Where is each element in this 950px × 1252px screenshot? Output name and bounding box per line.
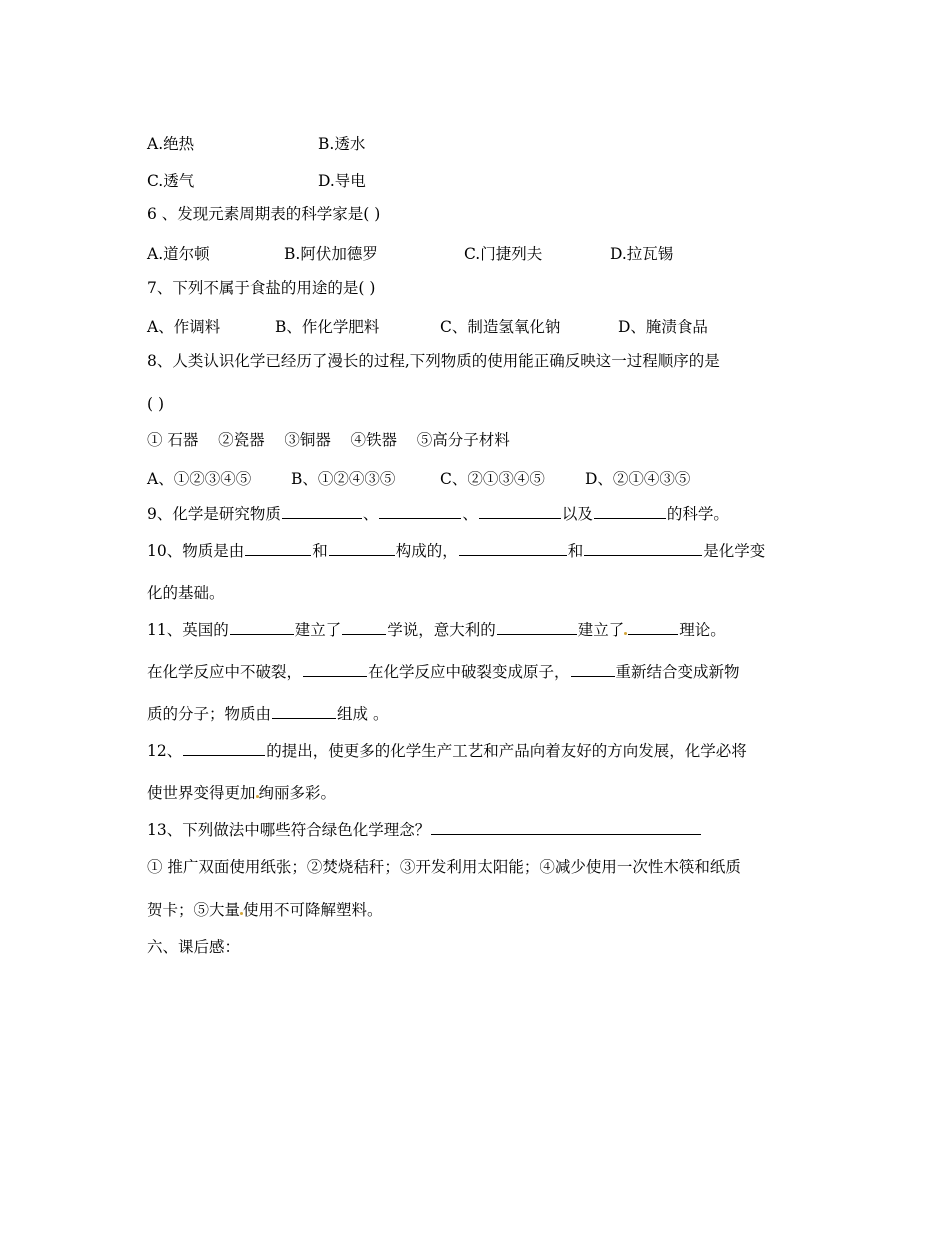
q11-blank-6[interactable] <box>571 662 615 677</box>
q9-text-4: 以及 <box>561 505 593 523</box>
q10-blank-3[interactable] <box>459 541 567 556</box>
q12-text-2: 的提出，使更多的化学生产工艺和产品向着友好的方向发展，化学必将 <box>266 742 747 760</box>
q6-option-b: B.阿伏加德罗 <box>284 245 378 263</box>
section-6-heading: 六、课后感： <box>147 938 241 956</box>
q10-text-5: 是化学变 <box>703 542 766 560</box>
q11-text-9: 质的分子；物质由 <box>147 705 272 723</box>
q11-line-2 <box>147 662 740 682</box>
q6-option-d: D.拉瓦锡 <box>610 245 674 263</box>
q11-blank-2[interactable] <box>342 620 386 635</box>
q12-text-1: 12、 <box>147 742 183 760</box>
q9-text-1: 9、化学是研究物质 <box>147 505 281 523</box>
q7-option-a: A、作调料 <box>147 318 221 336</box>
q13-blank[interactable] <box>431 820 701 835</box>
q11-text-6: 在化学反应中不破裂， <box>147 663 303 681</box>
q10-text-2: 和 <box>312 542 328 560</box>
q9-text-2: 、 <box>362 505 379 523</box>
q8-option-a: A、①②③④⑤ <box>147 470 252 488</box>
q7-option-c: C、制造氢氧化钠 <box>440 318 561 336</box>
q11-text-7: 在化学反应中破裂变成原子， <box>368 663 570 681</box>
q11-text-2: 建立了 <box>294 621 342 639</box>
q9-blank-1[interactable] <box>282 504 362 519</box>
q11-text-4: 建立了 <box>577 621 625 639</box>
q5-option-c: C.透气 <box>147 172 195 190</box>
q6-option-a: A.道尔顿 <box>147 245 210 263</box>
q11-blank-1[interactable] <box>230 620 294 635</box>
q11-line-1 <box>147 620 726 640</box>
q11-blank-3[interactable] <box>497 620 577 635</box>
q11-blank-5[interactable] <box>303 662 367 677</box>
q7-option-d: D、腌渍食品 <box>618 318 708 336</box>
q9-line <box>147 504 729 524</box>
q10-text-3: 构成的， <box>395 542 458 560</box>
q11-line-3 <box>147 704 388 724</box>
q13-stem: 13、下列做法中哪些符合绿色化学理念？ <box>147 821 431 839</box>
q12-blank-1[interactable] <box>183 741 265 756</box>
q8-option-d: D、②①④③⑤ <box>585 470 691 488</box>
q12-text-3: 使世界变得更加 <box>147 784 256 802</box>
q9-blank-4[interactable] <box>594 504 666 519</box>
q5-option-b: B.透水 <box>318 135 366 153</box>
q8-option-b: B、①②④③⑤ <box>291 470 396 488</box>
q10-blank-2[interactable] <box>329 541 395 556</box>
q9-text-5: 的科学。 <box>666 505 729 523</box>
q8-option-c: C、②①③④⑤ <box>440 470 545 488</box>
q7-option-b: B、作化学肥料 <box>275 318 380 336</box>
q10-text-1: 10、物质是由 <box>147 542 245 560</box>
q10-line-1 <box>147 541 765 561</box>
q9-blank-3[interactable] <box>479 504 561 519</box>
q11-text-3: 学说，意大利的 <box>387 621 496 639</box>
q7-stem: 7、下列不属于食盐的用途的是( ) <box>147 279 376 297</box>
q9-blank-2[interactable] <box>379 504 461 519</box>
q12-line-1 <box>147 741 747 761</box>
q11-text-10: 组成 。 <box>337 705 389 723</box>
q13-text-1: 贺卡；⑤大量 <box>147 901 241 919</box>
q11-text-1: 11、英国的 <box>147 621 229 639</box>
q10-blank-1[interactable] <box>245 541 311 556</box>
q6-stem: 6 、发现元素周期表的科学家是( ) <box>147 205 381 223</box>
q6-option-c: C.门捷列夫 <box>464 245 543 263</box>
q13-text-2: 使用不可降解塑料。 <box>243 901 383 919</box>
q12-text-4: 绚丽多彩。 <box>258 784 337 802</box>
q13-line-2: ① 推广双面使用纸张；②焚烧秸秆；③开发利用太阳能；④减少使用一次性木筷和纸质 <box>147 858 741 876</box>
q8-paren: ( ) <box>147 395 165 413</box>
q11-blank-7[interactable] <box>272 704 336 719</box>
q13-stem-line <box>147 820 702 840</box>
q9-text-3: 、 <box>462 505 478 523</box>
q11-text-8: 重新结合变成新物 <box>615 663 740 681</box>
q13-line-3 <box>147 900 383 920</box>
q11-blank-4[interactable] <box>628 620 678 635</box>
q11-text-5: 理论。 <box>679 621 726 639</box>
q5-option-a: A.绝热 <box>147 135 195 153</box>
q8-items: ① 石器 ②瓷器 ③铜器 ④铁器 ⑤高分子材料 <box>147 431 510 449</box>
q10-blank-4[interactable] <box>584 541 702 556</box>
q8-stem: 8、人类认识化学已经历了漫长的过程,下列物质的使用能正确反映这一过程顺序的是 <box>147 352 720 370</box>
q5-option-d: D.导电 <box>318 172 366 190</box>
q10-text-4: 和 <box>567 542 584 560</box>
q12-line-2 <box>147 783 336 803</box>
highlight-dot <box>624 632 627 635</box>
q10-line-2: 化的基础。 <box>147 584 225 602</box>
